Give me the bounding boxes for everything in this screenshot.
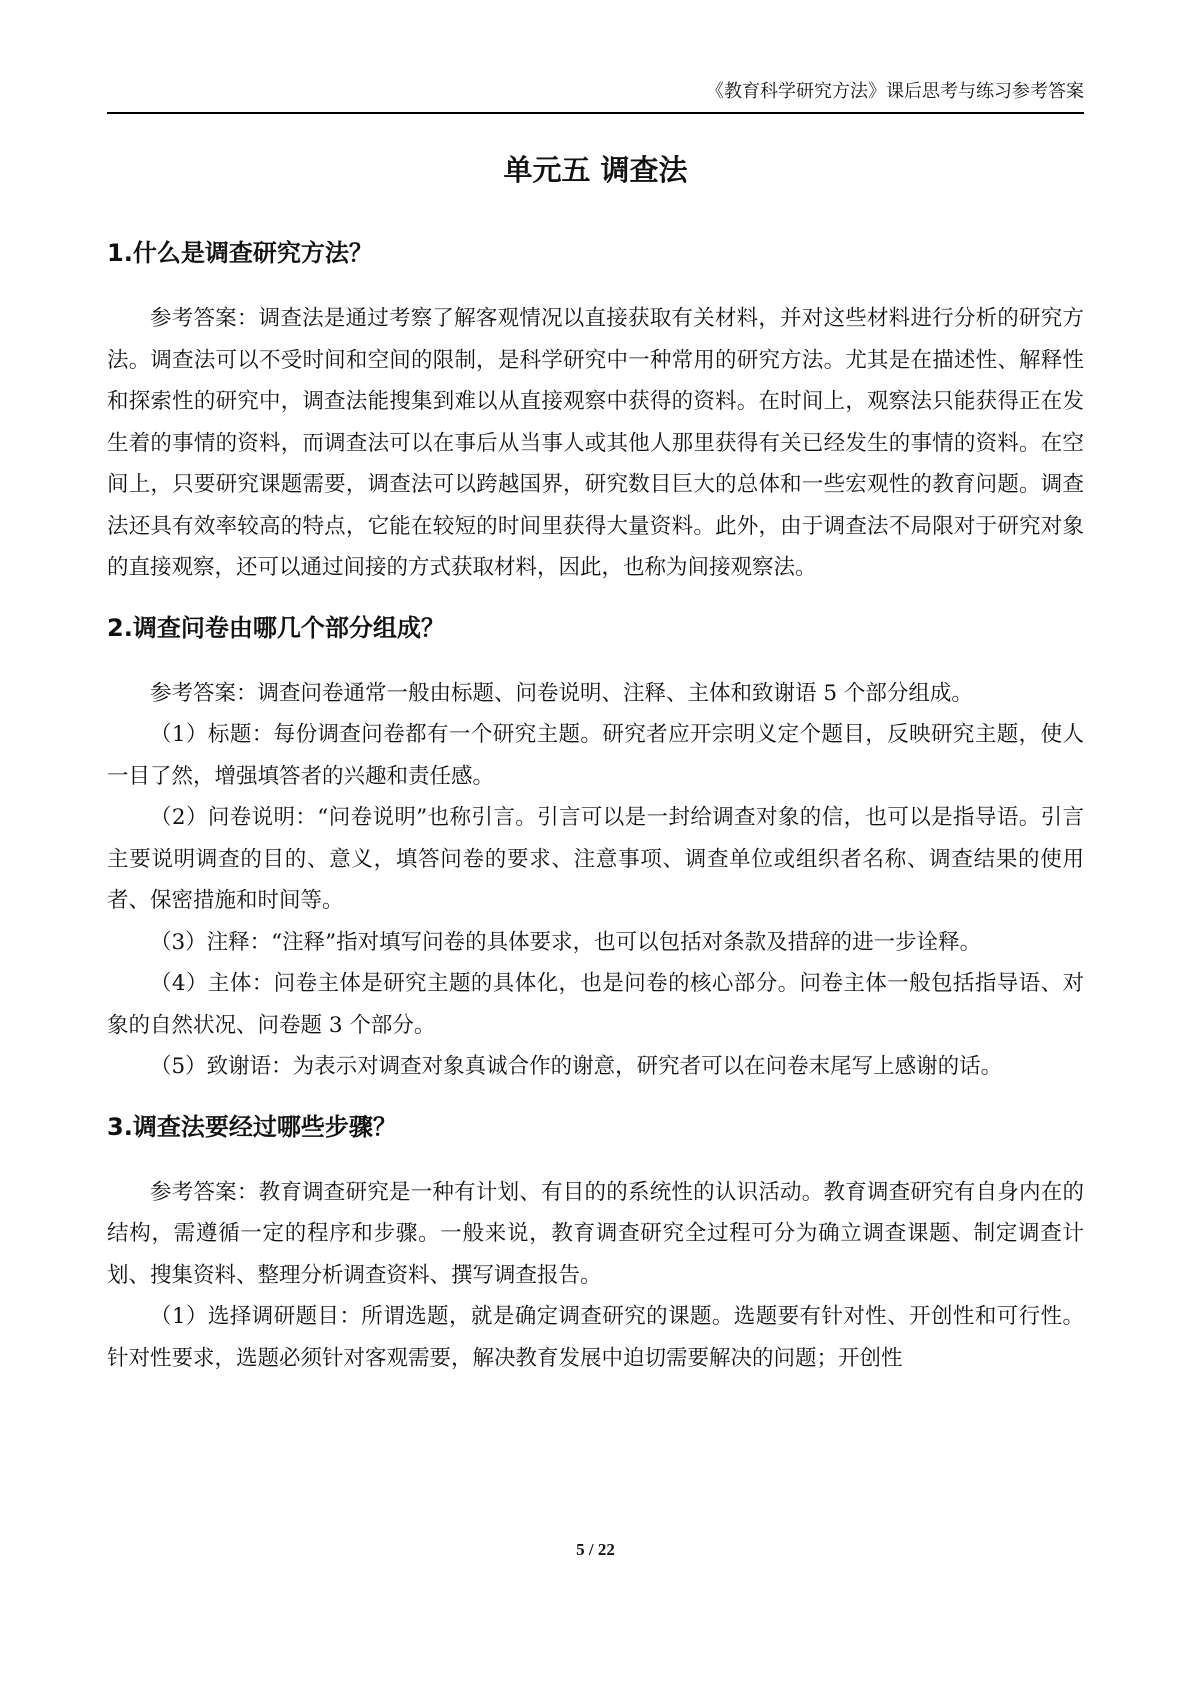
answer-paragraph: （1）选择调研题目：所谓选题，就是确定调查研究的课题。选题要有针对性、开创性和可行性。针对性要求，选题必须针对客观需要，解决教育发展中迫切需要解决的问题；开创性 bbox=[107, 1304, 1084, 1371]
question-heading: 1.什么是调查研究方法？ bbox=[107, 239, 373, 267]
section-3 bbox=[107, 1110, 1084, 1380]
page-number: 5 / 22 bbox=[576, 1540, 615, 1559]
answer-paragraph: （4）主体：问卷主体是研究主题的具体化，也是问卷的核心部分。问卷主体一般包括指导语、对象的自然状况、问卷题 3 个部分。 bbox=[107, 971, 1084, 1038]
unit-title: 单元五 调查法 bbox=[503, 153, 688, 187]
question-heading: 3.调查法要经过哪些步骤？ bbox=[107, 1112, 397, 1141]
answer-paragraph: （2）问卷说明：“问卷说明”也称引言。引言可以是一封给调查对象的信，也可以是指导语。引言主要说明调查的目的、意义，填答问卷的要求、注意事项、调查单位或组织者名称、调查结果的使用者、保密措施和时间等。 bbox=[107, 805, 1084, 913]
answer-paragraph: （5）致谢语：为表示对调查对象真诚合作的谢意，研究者可以在问卷末尾写上感谢的话。 bbox=[150, 1054, 1003, 1079]
header-book-title: 《教育科学研究方法》课后思考与练习参考答案 bbox=[706, 81, 1084, 102]
section-1 bbox=[107, 236, 1084, 589]
question-heading: 2.调查问卷由哪几个部分组成？ bbox=[107, 613, 445, 642]
answer-paragraph: （1）标题：每份调查问卷都有一个研究主题。研究者应开宗明义定个题目，反映研究主题，使人一目了然，增强填答者的兴趣和责任感。 bbox=[107, 722, 1084, 789]
document-body bbox=[107, 150, 1084, 1379]
page-header bbox=[107, 78, 1084, 114]
answer-paragraph: 参考答案：教育调查研究是一种有计划、有目的的系统性的认识活动。教育调查研究有自身内在的结构，需遵循一定的程序和步骤。一般来说，教育调查研究全过程可分为确立调查课题、制定调查计划、搜集资料、整理分析调查资料、撰写调查报告。 bbox=[107, 1179, 1084, 1288]
answer-paragraph: 参考答案：调查法是通过考察了解客观情况以直接获取有关材料，并对这些材料进行分析的研究方法。调查法可以不受时间和空间的限制，是科学研究中一种常用的研究方法。尤其是在描述性、解释性和探索性的研究中，调查法能搜集到难以从直接观察中获得的资料。在时间上，观察法只能获得正在发生着的事情的资料，而调查法可以在事后从当事人或其他人那里获得有关已经发生的事情的资料。在空间上，只要研究课题需要，调查法可以跨越国界，研究数目巨大的总体和一些宏观性的教育问题。调查法还具有效率较高的特点，它能在较短的时间里获得大量资料。此外，由于调查法不局限对于研究对象的直接观察，还可以通过间接的方式获取材料，因此，也称为间接观察法。 bbox=[107, 306, 1084, 580]
answer-paragraph: 参考答案：调查问卷通常一般由标题、问卷说明、注释、主体和致谢语 5 个部分组成。 bbox=[150, 680, 973, 706]
answer-paragraph: （3）注释：“注释”指对填写问卷的具体要求，也可以包括对条款及措辞的进一步诠释。 bbox=[150, 929, 982, 955]
section-2 bbox=[107, 611, 1084, 1088]
